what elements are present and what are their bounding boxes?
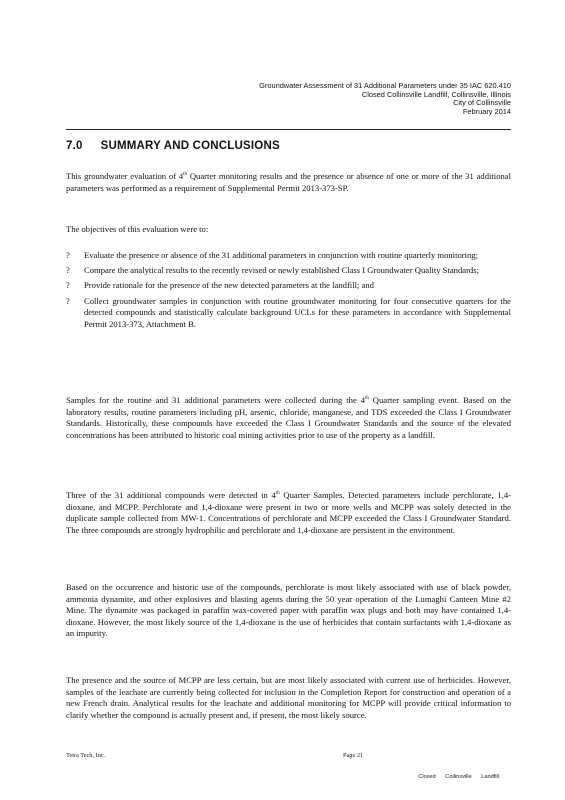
occurrence-paragraph: Based on the occurrence and historic use of the compounds, perchlorate is most likely associated with use of black powder, ammonia dynamite, and other explosives and blasting agents during the 50 year operation of the Lumaghi Canteen Mine #2 Mine. The dynamite was packaged in paraffin wax-covered paper with paraffin wax plugs and both may have contained 1,4-dioxane. However, the most likely source of the 1,4-dioxane is the use of herbicides that contain surfactants with 1,4-dioxane as an impurity. xyxy=(66,582,511,639)
intro-paragraph xyxy=(66,169,511,194)
objectives-intro xyxy=(66,224,511,236)
objective-item: ? Collect groundwater samples in conjunction with routine groundwater monitoring for four consecutive quarters for the detected compounds and statistically calculate background UCLs for these parameters in accordance with Supplemental Permit 2013-373, Attachment B. xyxy=(66,295,511,329)
intro-text-end: Quarter monitoring results and the presence or absence of one or more of the 31 additional parameters was performed as a requirement of Supplemental Permit 2013-373-SP. xyxy=(66,171,511,193)
bullet-marker: ? xyxy=(66,265,70,276)
intro-text-start: This groundwater evaluation of 4 xyxy=(66,171,184,181)
detected-compounds-paragraph: Three of the 31 additional compounds were detected in 4th Quarter Samples. Detected parameters include perchlorate, 1,4-dioxane, and MCPP. Perchlorate and 1,4-dioxane were present in two or more wells and MCPP was solely detected in the duplicate sample collected from MW-1. Concentrations of perchlorate and MCPP exceeded the Class I Groundwater Standard. The three compounds are strongly hydrophilic and perchlorate and 1,4-dioxane are persistent in the environment. xyxy=(66,490,512,535)
header-site-name: Closed Collinsville Landfill, Collinsville, Illinois xyxy=(361,89,511,99)
header-date: February 2014 xyxy=(462,106,511,116)
header-report-title: Groundwater Assessment of 31 Additional Parameters under 35 IAC 620.410 xyxy=(259,81,511,90)
bullet-marker: ? xyxy=(66,250,70,260)
objective-item: ? Evaluate the presence or absence of the 31 additional parameters in conjunction with routine quarterly monitoring; xyxy=(66,250,478,260)
bullet-marker: ? xyxy=(66,280,70,291)
document-header xyxy=(259,82,511,116)
intro-superscript: th xyxy=(183,172,188,177)
footer-page-number: Page 21 xyxy=(343,752,364,759)
mcpp-paragraph: The presence and the source of MCPP are less certain, but are most likely associated with current use of herbicides. However, samples of the leachate are currently being collected for inclusion in the Completion Report for construction and operation of a new French drain. Analytical results for the leachate and additional monitoring for MCPP will provide critical information to clarify whether the compound is actually present and, if present, the most likely source. xyxy=(66,675,511,720)
objectives-list xyxy=(66,250,511,334)
header-rule xyxy=(66,129,511,130)
objectives-intro-text: The objectives of this evaluation were to: xyxy=(66,224,209,234)
bullet-marker: ? xyxy=(66,295,70,306)
header-client: City of Collinsville xyxy=(453,98,511,108)
section-heading xyxy=(66,140,280,152)
footer-site-label: Closed Collinsville Landfill xyxy=(418,774,499,780)
section-number: 7.0 xyxy=(66,140,83,152)
section-title: SUMMARY AND CONCLUSIONS xyxy=(100,140,280,152)
samples-paragraph: Samples for the routine and 31 additional parameters were collected during the 4th Quarter sampling event. Based on the laboratory results, routine parameters including pH, arsenic, chloride, manganese, and TDS exceeded the Class I Groundwater Standards. Historically, these compounds have exceeded the Class I Groundwater Standards and the source of the elevated concentrations has been attributed to historic coal mining activities prior to use of the property as a landfill. xyxy=(66,395,511,440)
footer-company: Tetra Tech, Inc. xyxy=(66,752,106,759)
objective-item: ? Provide rationale for the presence of the new detected parameters at the landfill; and xyxy=(66,280,374,291)
objective-item: ? Compare the analytical results to the recently revised or newly established Class I Groundwater Quality Standards; xyxy=(66,265,479,276)
